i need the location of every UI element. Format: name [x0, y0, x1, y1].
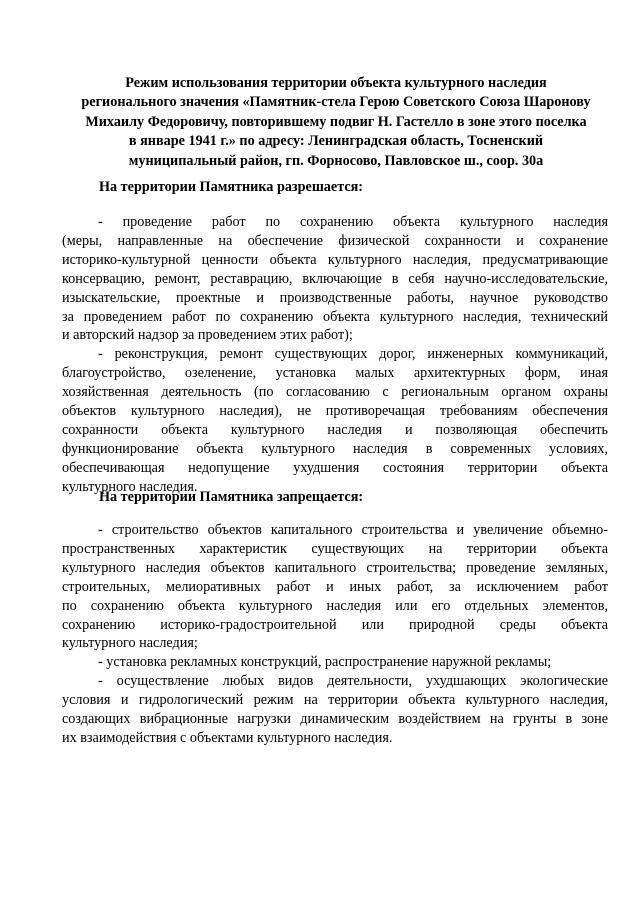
- text-line: культурного наследия объектов капитального строительства; проведение земляных,: [62, 559, 608, 576]
- allowed-heading: На территории Памятника разрешается:: [99, 179, 364, 195]
- text-line: благоустройство, озеленение, установка малых архитектурных форм, иная: [62, 365, 608, 382]
- text-line: сохранности объекта культурного наследия и позволяющая обеспечить: [62, 421, 608, 438]
- prohibited-section: [62, 521, 608, 748]
- title-line: муниципальный район, гп. Форносово, Павловское ш., соор. 30а: [128, 152, 544, 169]
- text-line: строительных, мелиоративных работ и иных работ, за исключением работ: [62, 578, 608, 595]
- title-line: в январе 1941 г.» по адресу: Ленинградская область, Тосненский: [128, 133, 544, 150]
- allowed-item: [62, 213, 608, 345]
- text-line: - установка рекламных конструкций, распространение наружной рекламы;: [98, 654, 552, 671]
- text-line: (меры, направленные на обеспечение физической сохранности и сохранение: [62, 232, 608, 249]
- allowed-item: [62, 345, 608, 496]
- text-line: обеспечивающая недопущение ухудшения состояния территории объекта: [62, 459, 608, 476]
- text-line: условия и гидрологический режим на территории объекта культурного наследия,: [62, 692, 608, 709]
- title-line: регионального значения «Памятник-стела Герою Советского Союза Шаронову: [81, 94, 591, 111]
- text-line: по сохранению объекта культурного наследия или его отдельных элементов,: [62, 597, 608, 614]
- text-line: - строительство объектов капитального строительства и увеличение объемно-: [98, 522, 608, 538]
- prohibited-item: [62, 672, 608, 748]
- text-line: пространственных характеристик существующих на территории объекта: [62, 540, 608, 557]
- text-line: функционирование объекта культурного наследия в современных условиях,: [62, 440, 608, 457]
- document-title: [56, 74, 616, 171]
- text-line: их взаимодействия с объектами культурного наследия.: [62, 729, 393, 746]
- text-line: - осуществление любых видов деятельности, ухудшающих экологические: [98, 673, 608, 690]
- prohibited-item: [62, 653, 608, 672]
- text-line: объектов культурного наследия), не противоречащая требованиям обеспечения: [62, 403, 608, 420]
- text-line: - реконструкция, ремонт существующих дорог, инженерных коммуникаций,: [98, 346, 608, 363]
- text-line: сохранению историко-градостроительной или природной среды объекта: [62, 616, 608, 633]
- title-line: Михаилу Федоровичу, повторившему подвиг Н. Гастелло в зоне этого поселка: [85, 113, 587, 130]
- text-line: историко-культурной ценности объекта культурного наследия, предусматривающие: [62, 251, 608, 268]
- text-line: за проведением работ по сохранению объекта культурного наследия, технический: [62, 308, 608, 325]
- prohibited-heading: На территории Памятника запрещается:: [99, 489, 364, 505]
- text-line: культурного наследия;: [62, 635, 198, 652]
- title-line: Режим использования территории объекта культурного наследия: [125, 75, 547, 91]
- text-line: изыскательские, проектные и производственные работы, научное руководство: [62, 289, 608, 306]
- text-line: создающих вибрационные нагрузки динамическим воздействием на грунты в зоне: [62, 711, 608, 728]
- allowed-section: [62, 213, 608, 497]
- text-line: хозяйственная деятельность (по согласованию с региональным органом охраны: [62, 384, 608, 401]
- prohibited-item: [62, 521, 608, 653]
- text-line: культурного наследия.: [62, 478, 198, 495]
- text-line: консервацию, ремонт, реставрацию, включающие в себя научно-исследовательские,: [62, 270, 608, 287]
- text-line: и авторский надзор за проведением этих работ);: [62, 327, 353, 344]
- text-line: - проведение работ по сохранению объекта культурного наследия: [98, 214, 608, 230]
